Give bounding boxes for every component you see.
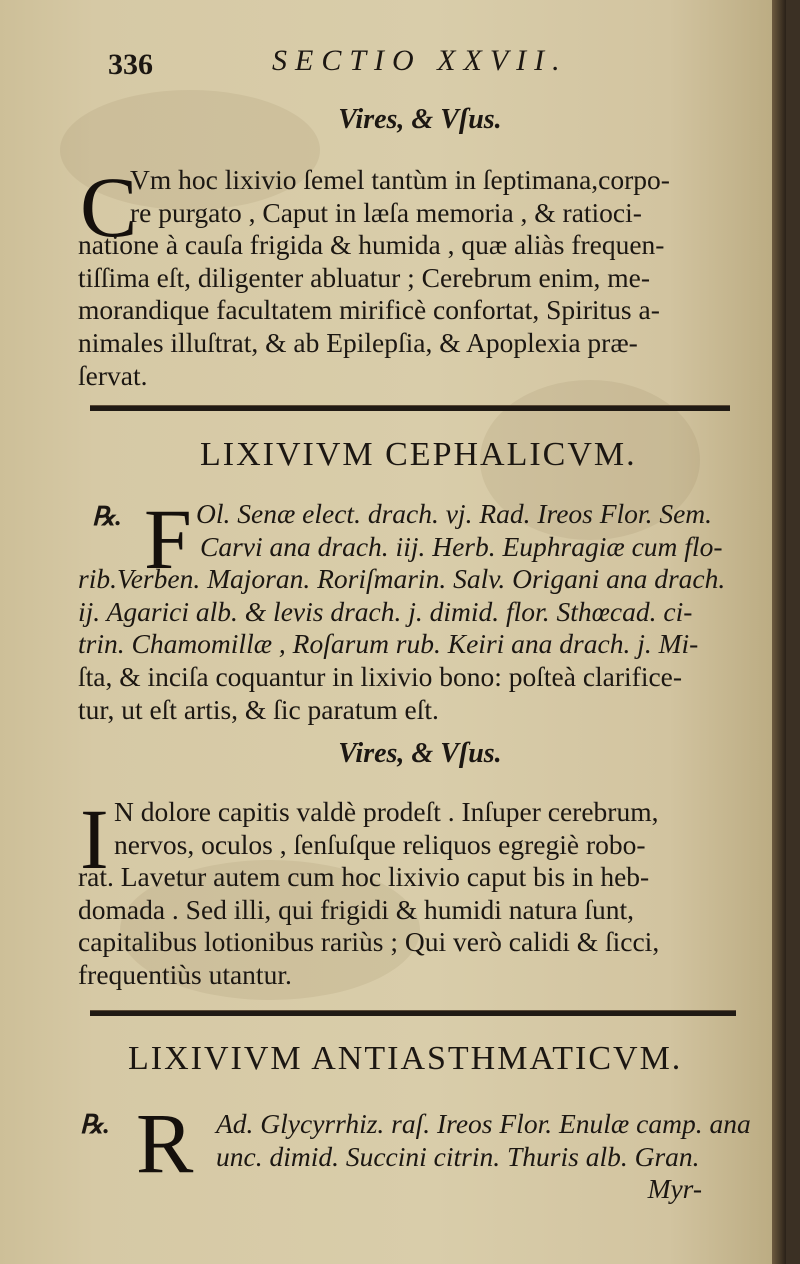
horizontal-rule [90,405,730,411]
text-line: trin. Chamomillæ , Roſarum rub. Keiri ana drach. j. Mi- [78,628,699,660]
recipe-sign: ℞. [80,1110,110,1139]
section-subheading: Vires, & Vſus. [338,104,502,135]
text-line: tur, ut eſt artis, & ſic paratum eſt. [78,693,439,725]
running-head: SECTIO XXVII. [272,44,568,77]
recipe-sign: ℞. [92,502,122,531]
text-line: Carvi ana drach. iij. Herb. Euphragiæ cum flo- [200,530,723,562]
text-line: Vm hoc lixivio ſemel tantùm in ſeptimana,corpo- [130,164,670,195]
text-line: Ol. Senæ elect. drach. vj. Rad. Ireos Flor. Sem. [196,498,713,529]
drop-cap: F [144,491,192,587]
text-line: domada . Sed illi, qui frigidi & humidi natura ſunt, [78,893,635,925]
text-line: rib.Verben. Majoran. Roriſmarin. Salv. Origani ana drach. [78,563,726,595]
text-line: natione à cauſa frigida & humida , quæ aliàs frequen- [78,229,665,261]
text-line: Ad. Glycyrrhiz. raſ. Ireos Flor. Enulæ camp. ana [216,1108,751,1139]
recipe-text-antiasthmaticum [78,1108,751,1206]
text-line: nervos, oculos , ſenſuſque reliquos egregiè robo- [114,828,646,860]
text-line: nimales illuſtrat, & ab Epilepſia, & Apoplexia præ- [78,326,638,358]
section-subheading: Vires, & Vſus. [338,738,502,769]
text-line: capitalibus lotionibus rariùs ; Qui verò calidi & ſicci, [78,926,660,958]
text-line: frequentiùs utantur. [78,958,292,990]
text-line: ij. Agarici alb. & levis drach. j. dimid. flor. Sthœcad. ci- [78,595,693,627]
page-edge-shadow [772,0,786,1264]
text-line: morandique facultatem mirificè confortat, Spiritus a- [78,294,660,326]
drop-cap: C [80,159,138,255]
text-line: ſervat. [78,359,148,391]
text-line: rat. Lavetur autem cum hoc lixivio caput bis in heb- [78,861,650,893]
paragraph-vires-usus-1 [78,159,738,392]
text-line: unc. dimid. Succini citrin. Thuris alb. Gran. [216,1140,700,1172]
drop-cap: R [136,1095,194,1191]
horizontal-rule [90,1010,736,1016]
text-line: re purgato , Caput in læſa memoria , & ratioci- [130,196,642,228]
text-line: ſta, & inciſa coquantur in lixivio bono: poſteà clarifice- [78,660,683,692]
text-line: N dolore capitis valdè prodeſt . Inſuper cerebrum, [114,796,659,827]
page-number: 336 [108,48,153,81]
catchword: Myr- [647,1173,702,1205]
recipe-title: LIXIVIVM ANTIASTHMATICVM. [128,1040,683,1077]
recipe-text-cephalicum [78,491,738,726]
text-line: tiſſima eſt, diligenter abluatur ; Cerebrum enim, me- [78,261,650,293]
paragraph-vires-usus-2 [78,791,738,992]
drop-cap: I [80,791,109,887]
recipe-title: LIXIVIVM CEPHALICVM. [200,436,637,473]
